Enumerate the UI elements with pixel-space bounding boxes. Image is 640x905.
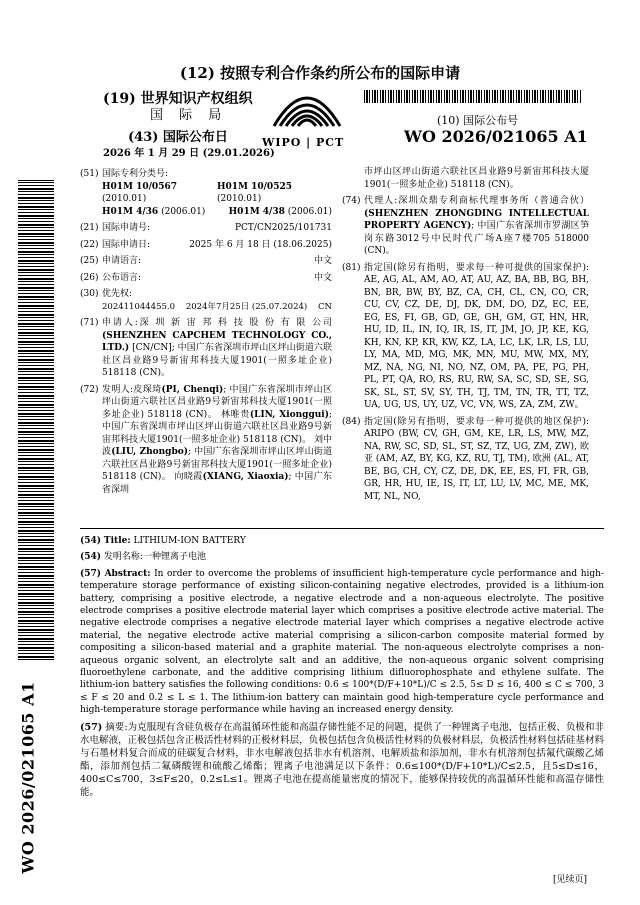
title-en: (54) Title: LITHIUM-ION BATTERY — [80, 536, 246, 546]
title-cn: (54) 发明名称:一种锂离子电池 — [80, 552, 206, 563]
left-column — [80, 168, 332, 500]
field-30: (30) 优先权: 202411044455.0 2024年7月25日 (25.07.2024) CN — [80, 289, 332, 312]
field-21: (21) 国际申请号: PCT/CN2025/101731 — [80, 223, 332, 233]
field-26: (26) 公布语言: 中文 — [80, 272, 332, 283]
abstract-section — [80, 535, 604, 803]
publication-date-label: (43) 国际公布日 — [128, 130, 228, 145]
field-51: (51) 国际专利分类号: H01M 10/0567 (2010.01) H01M 10/0525 (2010.01) H01M 4/36 (2006.01) H01M 4/38 (2006.01) — [80, 169, 332, 217]
inventor-continued: 市坪山区坪山街道六联社区昌业路9号新宙邦科技大厦1901(一照多址企业) 518118 (CN)。 — [364, 167, 589, 190]
abstract-cn: (57) 摘要:为克服现有含硅负极存在高温循环性能和高温存储性能不足的问题，提供了一种锂离子电池，包括正极、负极和非水电解液，正极包括包含正极活性材料的正极材料层，负极包括包含负极活性材料的负极材料层，负极活性材料包括硅基材料与石墨材料复合而成的硅碳复合材料，非水电解液包括非水有机溶剂、电解质盐和添加剂，非水有机溶剂包括氟代碳酸乙烯酯，添加剂包括二氟磷酸锂和硫酸乙烯酯；锂离子电池满足以下条件：0.6≤100*(D/F+10*L)/C≤2.5，且5≤D≤16，400≤C≤700，3≤F≤20，0.2≤L≤1。锂离子电池在提高能量密度的情况下，能够保持较优的高温循环性能和高温存储性能。 — [80, 721, 604, 798]
field-25: (25) 申请语言: 中文 — [80, 256, 332, 266]
publication-number: WO 2026/021065 A1 — [404, 127, 588, 146]
field-71: (71) 申请人:深 圳 新 宙 邦 科 技 股 份 有 限 公司(SHENZHEN CAPCHEM TECHNOLOGY CO., LTD.) [CN/CN]; 中国广东省深圳市坪山区坪山街道六联社区昌业路9号新宙邦科技大厦1901(一照多址企业) 518118 (CN)。 — [80, 318, 332, 378]
field-72: (72) 发明人:皮琛琦(PI, Chenqi); 中国广东省深圳市坪山区坪山街道六联社区昌业路9号新宙邦科技大厦1901(一照多址企业) 518118 (CN)。 林唯贵(LIN, Xionggui); 中国广东省深圳市坪山区坪山街道六联社区昌业路9号新宙邦科技大厦1901(一照多址企业) 518118 (CN)。 刘中波(LIU, Zhongbo); 中国广东省深圳市坪山区坪山街道六联社区昌业路9号新宙邦科技大厦1901(一照多址企业) 518118 (CN)。 向晓霞(XIANG, Xiaoxia); 中国广东省深圳 — [80, 384, 333, 495]
publication-date: 2026 年 1 月 29 日 (29.01.2026) — [103, 148, 275, 159]
right-column — [342, 166, 589, 507]
top-barcode — [364, 90, 582, 103]
continued-note: [见续页] — [553, 875, 588, 885]
section-divider — [80, 528, 604, 529]
field-84: (84) 指定国(除另有指明，要求每一种可提供的地区保护): ARIPO (BW, CV, GH, GM, KE, LR, LS, MW, MZ, NA, RW, SC, SD, SL, ST, SZ, TZ, UG, ZM, ZW), 欧亚 (AM, AZ, BY, KG, KZ, RU, TJ, TM), 欧洲 (AL, AT, BE, BG, CH, CY, CZ, DE, DK, EE, ES, FI, FR, GB, GR, HR, HU, IE, IS, IT, LT, LU, LV, MC, ME, MK, MT, NL, NO, — [342, 416, 589, 502]
organization-sub: 国 际 局 — [150, 108, 228, 123]
side-barcode — [18, 180, 54, 660]
organization-name: (19) 世界知识产权组织 — [103, 91, 253, 107]
publication-number-label: (10) 国际公布号 — [437, 114, 519, 127]
field-81: (81) 指定国(除另有指明，要求每一种可提供的国家保护): AE, AG, AL, AM, AO, AT, AU, AZ, BA, BB, BG, BH, BN, BR, BW, BY, BZ, CA, CH, CL, CN, CO, CR, CU, CV, CZ, DE, DJ, DK, DM, DO, DZ, EC, EE, EG, ES, FI, GB, GD, GE, GH, GM, GT, HN, HR, HU, ID, IL, IN, IQ, IR, IS, IT, JM, JO, JP, KE, KG, KH, KN, KP, KR, KW, KZ, LA, LC, LK, LR, LS, LU, LY, MA, MD, MG, MK, MN, MU, MW, MX, MY, MZ, NA, NG, NI, NO, NZ, OM, PA, PE, PG, PH, PL, PT, QA, RO, RS, RU, RW, SA, SC, SD, SE, SG, SK, SL, ST, SV, SY, TH, TJ, TM, TN, TR, TT, TZ, UA, UG, US, UY, UZ, VC, VN, WS, ZA, ZM, ZW。 — [342, 262, 589, 410]
field-74: (74) 代理人:深圳众鼎专利商标代理事务所（普通合伙） (SHENZHEN ZHONGDING INTELLECTUAL PROPERTY AGENCY); 中国广东省深圳市罗湖区笋岗东路3012号中民时代广场A座7楼705 518000 (CN)。 — [342, 196, 589, 256]
wipo-logo-text: WIPO | PCT — [262, 136, 345, 149]
abstract-en: (57) Abstract: In order to overcome the problems of insufficient high-temperature cycle performance and high-temperature storage performance of existing silicon-containing negative electrodes, provided is a lithium-ion battery, comprising a positive electrode, a negative electrode and a non-aqueous electrolyte. The positive electrode comprises a positive electrode material layer which comprises a positive electrode active material. The negative electrode comprises a negative electrode material layer which comprises a negative electrode active material, the negative electrode active material comprising a silicon-carbon composite material formed by compositing a silicon-based material and a graphite material. The non-aqueous electrolyte comprises a non-aqueous organic solvent, an electrolyte salt and an additive, the non-aqueous organic solvent comprising fluoroethylene carbonate, and the additive comprising lithium difluorophosphate and ethylene sulfate. The lithium-ion battery satisfies the following conditions: 0.6 ≤ 100*(D/F+10*L)/C ≤ 2.5, 5≤ D ≤ 16, 400 ≤ C ≤ 700, 3 ≤ F ≤ 20 and 0.2 ≤ L ≤ 1. The lithium-ion battery can maintain good high-temperature cycle performance and high-temperature storage performance while having an increased energy density. — [80, 568, 604, 716]
side-publication-number: WO 2026/021065 A1 — [18, 681, 38, 874]
field-22: (22) 国际申请日: 2025 年 6 月 18 日 (18.06.2025) — [80, 239, 332, 250]
document-title: (12) 按照专利合作条约所公布的国际申请 — [179, 64, 461, 82]
